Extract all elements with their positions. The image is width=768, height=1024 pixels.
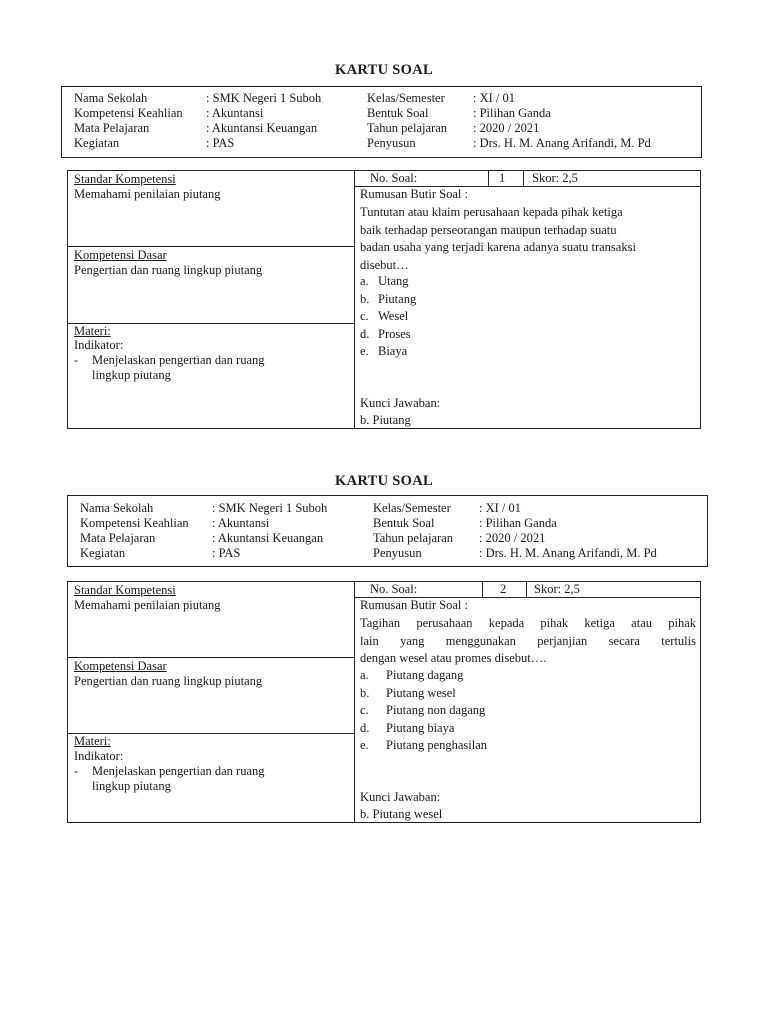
rumusan-label: Rumusan Butir Soal : [360, 598, 468, 612]
indikator-line: Menjelaskan pengertian dan ruang [92, 353, 265, 367]
label-tahun: Tahun pelajaran [373, 531, 453, 545]
label-mapel: Mata Pelajaran [80, 531, 156, 545]
kunci-label: Kunci Jawaban: [360, 790, 441, 804]
question-card [67, 170, 701, 429]
question-line: Tuntutan atau klaim perusahaan kepada pihak ketiga [360, 205, 623, 219]
label-nama-sekolah: Nama Sekolah [80, 501, 154, 515]
sk-heading: Standar Kompetensi [74, 172, 176, 186]
question-line: lain yang menggunakan perjanjian secara tertulis [360, 633, 696, 648]
indikator-line: lingkup piutang [92, 368, 171, 382]
value-kegiatan: : PAS [206, 136, 235, 150]
skor: Skor: 2,5 [534, 582, 580, 596]
option-item: a. Utang [360, 274, 409, 288]
kunci-value: b. Piutang [360, 413, 411, 427]
value-bentuk: : Pilihan Ganda [473, 106, 551, 120]
value-penyusun: : Drs. H. M. Anang Arifandi, M. Pd [479, 546, 657, 560]
option-item: e. Biaya [360, 344, 408, 358]
label-kompetensi: Kompetensi Keahlian [80, 516, 189, 530]
value-kompetensi: : Akuntansi [206, 106, 264, 120]
indikator-label: Indikator: [74, 338, 124, 352]
value-tahun: : 2020 / 2021 [473, 121, 540, 135]
value-mapel: : Akuntansi Keuangan [206, 121, 318, 135]
label-kegiatan: Kegiatan [74, 136, 120, 150]
option-item: d. Proses [360, 326, 411, 341]
option-item: e. Piutang penghasilan [360, 738, 488, 752]
option-item: d. Piutang biaya [360, 720, 455, 735]
label-tahun: Tahun pelajaran [367, 121, 447, 135]
label-kegiatan: Kegiatan [80, 546, 126, 560]
kd-text: Pengertian dan ruang lingkup piutang [74, 674, 263, 688]
materi-heading: Materi: [74, 324, 111, 338]
label-kompetensi: Kompetensi Keahlian [74, 106, 183, 120]
question-text [360, 615, 696, 668]
no-soal-value: 2 [500, 582, 507, 596]
no-soal-value: 1 [499, 171, 506, 185]
indikator-line: Menjelaskan pengertian dan ruang [92, 764, 265, 778]
value-penyusun: : Drs. H. M. Anang Arifandi, M. Pd [473, 136, 651, 150]
options-list [360, 667, 487, 755]
no-soal-label: No. Soal: [370, 171, 418, 185]
rumusan-label: Rumusan Butir Soal : [360, 187, 468, 201]
option-item: c. Wesel [360, 309, 409, 323]
sk-heading: Standar Kompetensi [74, 583, 176, 597]
value-bentuk: : Pilihan Ganda [479, 516, 557, 530]
label-mapel: Mata Pelajaran [74, 121, 150, 135]
question-line: badan usaha yang terjadi karena adanya suatu transaksi [360, 240, 636, 254]
skor: Skor: 2,5 [532, 171, 578, 185]
indikator-dash: - [74, 764, 79, 778]
value-nama-sekolah: : SMK Negeri 1 Suboh [206, 91, 322, 105]
value-kelas: : XI / 01 [473, 91, 516, 105]
question-text [360, 204, 696, 274]
value-kegiatan: : PAS [212, 546, 241, 560]
value-tahun: : 2020 / 2021 [479, 531, 546, 545]
question-line: dengan wesel atau promes disebut…. [360, 651, 547, 665]
kd-heading: Kompetensi Dasar [74, 659, 167, 673]
label-bentuk: Bentuk Soal [367, 106, 429, 120]
sk-text: Memahami penilaian piutang [74, 187, 221, 201]
indikator-dash: - [74, 353, 79, 367]
value-nama-sekolah: : SMK Negeri 1 Suboh [212, 501, 328, 515]
question-line: baik terhadap perseorangan maupun terhadap suatu [360, 222, 617, 237]
value-mapel: : Akuntansi Keuangan [212, 531, 324, 545]
kunci-value: b. Piutang wesel [360, 807, 443, 821]
kunci-label: Kunci Jawaban: [360, 396, 441, 410]
header-info-box [67, 495, 708, 567]
question-line: Tagihan perusahaan kepada pihak ketiga atau pihak [360, 616, 696, 630]
label-kelas: Kelas/Semester [373, 501, 451, 515]
materi-heading: Materi: [74, 734, 111, 748]
value-kelas: : XI / 01 [479, 501, 522, 515]
indikator-label: Indikator: [74, 749, 124, 763]
question-line: disebut… [360, 257, 409, 272]
label-kelas: Kelas/Semester [367, 91, 445, 105]
kd-text: Pengertian dan ruang lingkup piutang [74, 263, 263, 277]
option-item: b. Piutang wesel [360, 685, 456, 700]
label-nama-sekolah: Nama Sekolah [74, 91, 148, 105]
question-card [67, 581, 701, 823]
option-item: a. Piutang dagang [360, 668, 464, 682]
card-title: KARTU SOAL [335, 473, 433, 489]
kd-heading: Kompetensi Dasar [74, 248, 167, 262]
header-info-box [61, 86, 702, 158]
label-bentuk: Bentuk Soal [373, 516, 435, 530]
option-item: c. Piutang non dagang [360, 703, 486, 717]
label-penyusun: Penyusun [367, 136, 416, 150]
option-item: b. Piutang [360, 291, 417, 306]
card-title: KARTU SOAL [335, 62, 433, 78]
value-kompetensi: : Akuntansi [212, 516, 270, 530]
sk-text: Memahami penilaian piutang [74, 598, 221, 612]
options-list [360, 273, 416, 361]
indikator-line: lingkup piutang [92, 779, 171, 793]
no-soal-label: No. Soal: [370, 582, 418, 596]
label-penyusun: Penyusun [373, 546, 422, 560]
